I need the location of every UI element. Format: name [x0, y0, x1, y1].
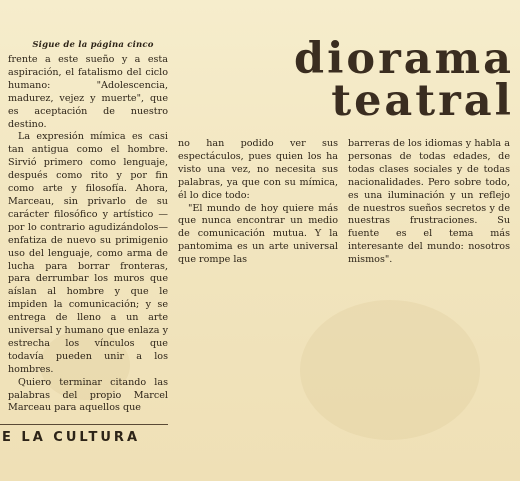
title-line-2: teatral — [331, 76, 514, 126]
article-column-1 — [8, 54, 168, 415]
paragraph: "El mundo de hoy quiere más que nunca encontrar un medio de comunicación mutua. Y la pantomima es un arte universal que rompe las — [178, 202, 338, 266]
article-column-2 — [178, 138, 338, 267]
paragraph: La expresión mímica es casi tan antigua como el hombre. Sirvió primero como lenguaje, después como rito y por fin como arte y filosofía. Ahora, Marceau, sin privarlo de su carácter filosófico y artístico —por lo contrario agudizándolos— enfatiza de nuevo su primigenio uso del lenguaje, como arma de lucha para borrar fronteras, para derrumbar los muros que aíslan al hombre y que le impiden la comunicación; y se entrega de lleno a un arte universal y humano que enlaza y estrecha los vínculos que todavía pueden unir a los hombres. — [8, 131, 168, 375]
continuation-note: Sigue de la página cinco — [32, 40, 154, 50]
article-column-3 — [348, 138, 510, 267]
title-line-1: diorama — [294, 34, 514, 84]
section-label: E LA CULTURA — [2, 430, 141, 445]
paper-stain — [300, 300, 480, 440]
paragraph: no han podido ver sus espectáculos, pues quien los ha visto una vez, no necesita sus palabras, ya que con su mímica, él lo dice todo: — [178, 138, 338, 201]
paragraph: frente a este sueño y a esta aspiración, el fatalismo del ciclo humano: "Adolescencia, madurez, vejez y muerte", que es aceptación de nuestro destino. — [8, 54, 168, 130]
section-divider — [0, 424, 168, 425]
paragraph: barreras de los idiomas y habla a personas de todas edades, de todas clases sociales y de todas nacionalidades. Pero sobre todo, es una iluminación y un reflejo de nuestros sueños secretos y de nuestras frustraciones. Su fuente es el tema más interesante del mundo: nosotros mismos". — [348, 138, 510, 266]
article-title — [240, 34, 514, 126]
paragraph: Quiero terminar citando las palabras del propio Marcel Marceau para aquellos que — [8, 376, 168, 414]
